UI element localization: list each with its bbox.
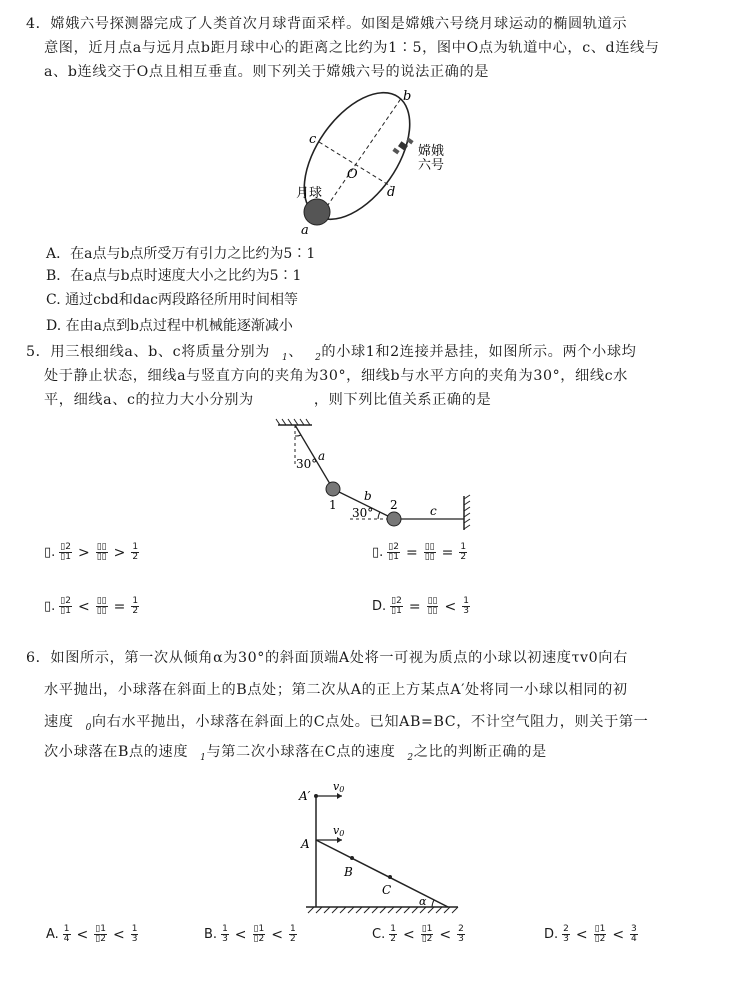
point-c <box>388 875 392 879</box>
fraction: $\frac{▯1}{▯2}$ <box>95 924 106 944</box>
fraction: $\frac{1}{3}$ <box>222 924 228 944</box>
q4-stem-line-2: 意图，近月点a与远月点b距月球中心的距离之比约为1∶5，图中O点为轨道中心，c、d连线与 <box>44 40 660 56</box>
fraction: $\frac{3}{4}$ <box>631 924 637 944</box>
q5-option-3 <box>44 597 140 616</box>
label-string-b: b <box>364 489 372 503</box>
option-letter: ▯. <box>44 545 56 560</box>
relation: < <box>575 926 588 943</box>
q6-stem-3a: 速度 <box>44 714 74 730</box>
q6-option-d <box>544 925 639 944</box>
fraction: $\frac{1}{2}$ <box>289 924 296 944</box>
label-angle-a: 30° <box>296 457 318 471</box>
point-a-prime <box>314 794 318 798</box>
ball-2 <box>387 512 401 526</box>
q5-stem-1a: 5．用三根细线a、b、c将质量分别为 <box>26 344 270 360</box>
relation: > <box>77 544 90 561</box>
q4-option-d: D. 在由a点到b点过程中机械能逐渐减小 <box>46 318 293 334</box>
relation: < <box>439 926 452 943</box>
fraction: $\frac{▯2}{▯1}$ <box>60 542 71 562</box>
q6-incline-figure <box>292 776 462 920</box>
alpha-arc <box>432 900 434 907</box>
fraction: $\frac{▯▯}{▯▯}$ <box>427 596 438 616</box>
q6-stem-4a: 次小球落在B点的速度 <box>44 744 189 760</box>
option-letter: ▯. <box>372 545 384 560</box>
relation: < <box>444 598 457 615</box>
label-alpha: α <box>419 895 427 908</box>
fraction: $\frac{▯▯}{▯▯}$ <box>424 542 435 562</box>
q6-stem-line-3 <box>44 712 648 738</box>
option-letter: D. <box>544 927 559 942</box>
q6-option-a <box>46 925 139 944</box>
fraction: $\frac{1}{4}$ <box>63 924 70 944</box>
q6-stem-4b: 与第二次小球落在C点的速度 <box>206 744 396 760</box>
option-letter: B. <box>204 927 218 942</box>
q4-option-a: A．在a点与b点所受万有引力之比约为5∶1 <box>46 246 316 262</box>
relation: = <box>408 598 421 615</box>
q5-m1-sub: 1 <box>281 352 289 363</box>
label-c: c <box>309 132 317 147</box>
q4-option-b: B．在a点与b点时速度大小之比约为5∶1 <box>46 268 302 284</box>
label-angle-b: 30° <box>352 506 374 520</box>
q6-stem-line-4 <box>44 742 547 768</box>
fraction: $\frac{▯2}{▯1}$ <box>60 596 71 616</box>
point-b <box>350 856 354 860</box>
q5-option-4 <box>372 597 471 616</box>
relation: < <box>402 926 415 943</box>
ceiling-hatch <box>276 419 310 425</box>
fraction: $\frac{▯▯}{▯▯}$ <box>96 542 107 562</box>
relation: = <box>113 598 126 615</box>
q5-m2-sub: 2 <box>315 352 322 363</box>
relation: > <box>113 544 126 561</box>
option-letter: C. <box>372 927 386 942</box>
label-v0-top: v0 <box>333 780 345 794</box>
relation: < <box>234 926 247 943</box>
relation: < <box>271 926 283 943</box>
q6-option-b <box>204 925 298 944</box>
option-letter: ▯. <box>44 599 56 614</box>
q6-v1-sub: 1 <box>200 752 207 763</box>
label-b: B <box>344 865 353 879</box>
ball-1 <box>326 482 340 496</box>
label-b: b <box>403 89 412 104</box>
fraction: $\frac{▯▯}{▯▯}$ <box>96 596 107 616</box>
fraction: $\frac{1}{3}$ <box>463 596 469 616</box>
fraction: $\frac{▯2}{▯1}$ <box>388 542 399 562</box>
q6-v2-sub: 2 <box>407 752 414 763</box>
label-ball-1: 1 <box>329 498 337 512</box>
label-ball-2: 2 <box>390 498 398 512</box>
q6-stem-line-2: 水平抛出，小球落在斜面上的B点处；第二次从A的正上方某点A′处将同一小球以相同的初 <box>44 682 628 698</box>
q5-option-1 <box>44 543 140 562</box>
fraction: $\frac{2}{3}$ <box>563 924 569 944</box>
q5-stem-sep: 、 <box>288 344 304 360</box>
relation: < <box>612 926 625 943</box>
label-v0-mid: v0 <box>333 824 345 838</box>
label-a-prime: A′ <box>299 789 311 803</box>
q6-stem-line-1: 6．如图所示，第一次从倾角α为30°的斜面顶端A处将一可视为质点的小球以初速度τv0向右 <box>26 650 628 666</box>
q5-stem-1b: 的小球1和2连接并悬挂，如图所示。两个小球均 <box>321 344 637 360</box>
q6-stem-3b: 向右水平抛出，小球落在斜面上的C点处。已知AB=BC，不计空气阻力，则关于第一 <box>91 714 649 730</box>
q5-stem-line-2: 处于静止状态，细线a与竖直方向的夹角为30°，细线b与水平方向的夹角为30°，细线c水 <box>44 368 628 384</box>
label-d: d <box>387 185 396 200</box>
fraction: $\frac{1}{2}$ <box>132 596 139 616</box>
label-craft-2: 六号 <box>418 158 445 173</box>
fraction: $\frac{2}{3}$ <box>458 924 464 944</box>
fraction: $\frac{▯1}{▯2}$ <box>421 924 433 944</box>
label-c: C <box>382 883 392 897</box>
spacecraft-icon <box>392 138 413 155</box>
label-a: a <box>301 223 309 236</box>
label-string-c: c <box>430 504 437 518</box>
label-a: A <box>301 837 310 851</box>
relation: = <box>405 544 418 561</box>
label-string-a: a <box>318 449 326 463</box>
fraction: $\frac{▯1}{▯2}$ <box>253 924 265 944</box>
q4-orbit-figure <box>285 86 455 236</box>
q4-stem-line-1: 4．嫦娥六号探测器完成了人类首次月球背面采样。如图是嫦娥六号绕月球运动的椭圆轨道示 <box>26 16 628 32</box>
q6-option-c <box>372 925 466 944</box>
q5-stem-line-1 <box>26 342 636 368</box>
label-craft-1: 嫦娥 <box>418 144 445 159</box>
label-moon: 月球 <box>296 186 323 201</box>
angle-arc-a <box>295 435 301 436</box>
fraction: $\frac{1}{2}$ <box>390 924 396 944</box>
q5-stem-3a: 平，细线a、c的拉力大小分别为 <box>44 392 254 408</box>
fraction: $\frac{▯2}{▯1}$ <box>391 596 402 616</box>
relation: < <box>76 926 89 943</box>
q4-option-c: C. 通过cbd和dac两段路径所用时间相等 <box>46 292 299 308</box>
relation: = <box>441 544 454 561</box>
fraction: $\frac{1}{3}$ <box>131 924 138 944</box>
q5-stem-line-3 <box>44 390 491 410</box>
ground-hatch <box>308 907 458 913</box>
q5-stem-3b: ，则下列比值关系正确的是 <box>313 392 492 408</box>
q5-option-2 <box>372 543 468 562</box>
angle-arc-b <box>378 512 380 519</box>
label-o: O <box>347 167 358 182</box>
fraction: $\frac{1}{2}$ <box>460 542 467 562</box>
fraction: $\frac{▯1}{▯2}$ <box>594 924 606 944</box>
fraction: $\frac{1}{2}$ <box>132 542 139 562</box>
relation: < <box>77 598 90 615</box>
q6-v0-sub: 0 <box>85 722 92 733</box>
relation: < <box>112 926 125 943</box>
q5-hanging-balls-figure <box>270 418 480 530</box>
q6-stem-4c: 之比的判断正确的是 <box>413 744 547 760</box>
wall-hatch <box>464 495 470 529</box>
option-letter: A. <box>46 927 59 942</box>
option-letter: D. <box>372 599 387 614</box>
q4-stem-line-3: a、b连线交于O点且相互垂直。则下列关于嫦娥六号的说法正确的是 <box>44 64 490 80</box>
moon <box>304 199 330 225</box>
